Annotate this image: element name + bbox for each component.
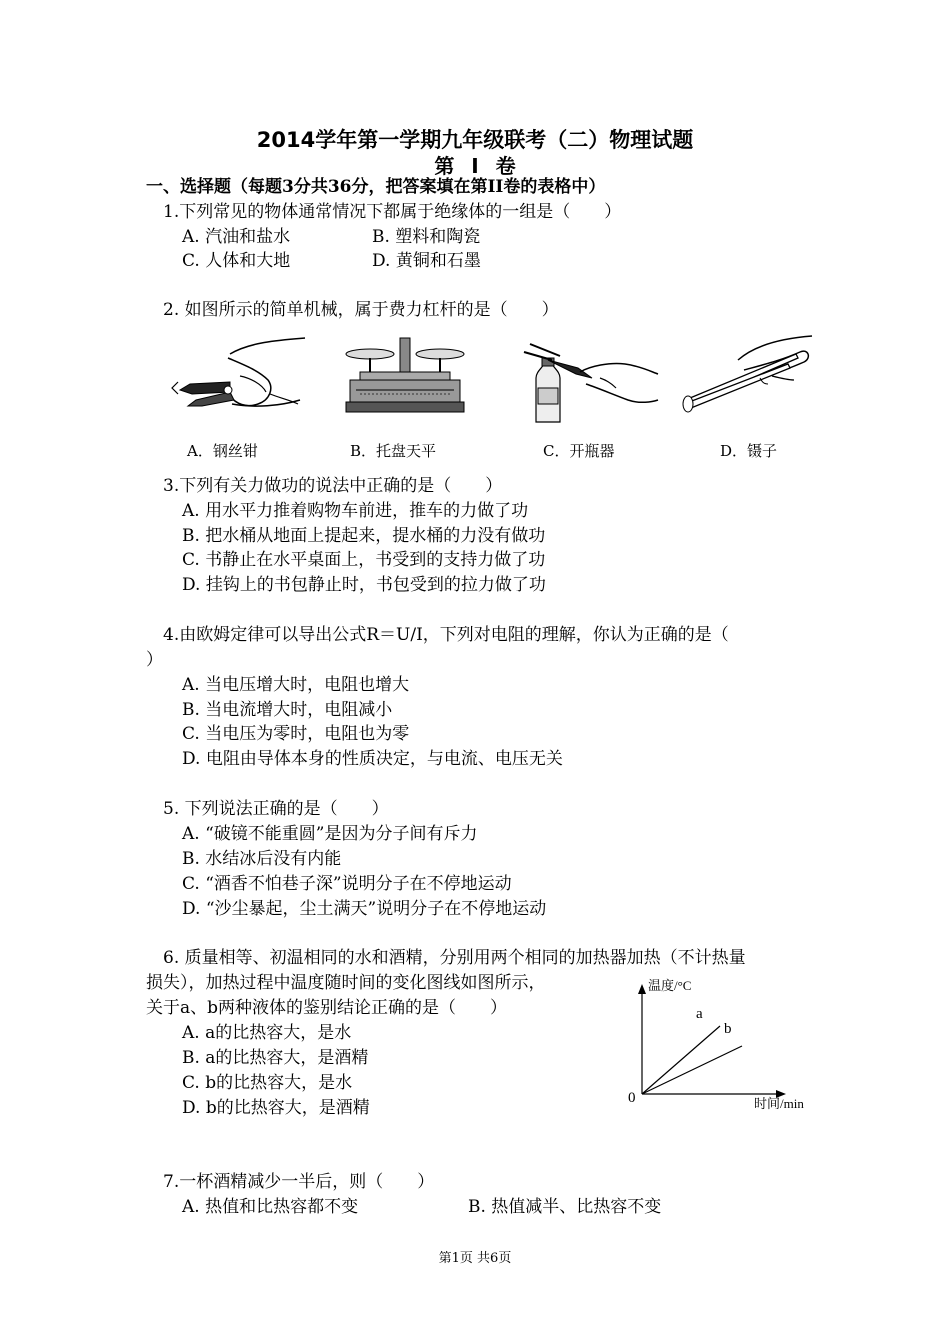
question-3-stem: 3.下列有关力做功的说法中正确的是（ ）	[163, 476, 503, 496]
graph-label-b: b	[724, 1021, 732, 1037]
graph-x-label: 时间/min	[754, 1096, 804, 1111]
question-4-stem-continued: ）	[146, 650, 163, 670]
question-4-stem: 4.由欧姆定律可以导出公式R＝U/I，下列对电阻的理解，你认为正确的是（	[163, 625, 729, 645]
pliers-icon	[170, 334, 310, 418]
question-5-option-b: B. 水结冰后没有内能	[182, 849, 342, 869]
tweezers-icon	[676, 334, 816, 414]
question-6-stem: 6. 质量相等、初温相同的水和酒精，分别用两个相同的加热器加热（不计热量	[163, 948, 746, 968]
question-4-option-c: C. 当电压为零时，电阻也为零	[182, 724, 410, 744]
volume-label: 第 I 卷	[434, 154, 516, 178]
balance-scale-icon	[340, 332, 470, 418]
graph-label-a: a	[696, 1006, 703, 1022]
question-5-option-c: C. “酒香不怕巷子深”说明分子在不停地运动	[182, 874, 512, 894]
question-6-option-d: D. b的比热容大，是酒精	[182, 1098, 370, 1118]
question-3-option-d: D. 挂钩上的书包静止时，书包受到的拉力做了功	[182, 575, 546, 595]
graph-origin: 0	[628, 1090, 636, 1106]
question-6-option-b: B. a的比热容大，是酒精	[182, 1048, 369, 1068]
temperature-time-graph	[620, 976, 820, 1116]
figure-caption-d: D．镊子	[720, 442, 778, 460]
figure-caption-a: A．钢丝钳	[187, 442, 258, 460]
question-6-option-a: A. a的比热容大，是水	[182, 1023, 352, 1043]
question-6-stem-line2: 损失），加热过程中温度随时间的变化图线如图所示，	[146, 973, 546, 993]
question-3-option-a: A. 用水平力推着购物车前进，推车的力做了功	[182, 501, 529, 521]
question-1-option-b: B. 塑料和陶瓷	[372, 227, 481, 247]
bottle-opener-icon	[520, 338, 660, 424]
page-footer: 第1页 共6页	[438, 1251, 512, 1266]
question-4-option-d: D. 电阻由导体本身的性质决定，与电流、电压无关	[182, 749, 563, 769]
question-5-stem: 5. 下列说法正确的是（ ）	[163, 799, 389, 819]
question-1-option-d: D. 黄铜和石墨	[372, 251, 481, 271]
graph-line-b	[642, 1046, 742, 1094]
question-6-option-c: C. b的比热容大，是水	[182, 1073, 353, 1093]
question-1-stem: 1.下列常见的物体通常情况下都属于绝缘体的一组是（ ）	[163, 202, 622, 222]
graph-line-a	[642, 1026, 720, 1094]
graph-y-label: 温度/°C	[648, 978, 692, 993]
question-7-option-a: A. 热值和比热容都不变	[182, 1197, 359, 1217]
section-heading: 一、选择题（每题3分共36分，把答案填在第II卷的表格中）	[146, 177, 606, 197]
question-4-option-a: A. 当电压增大时，电阻也增大	[182, 675, 410, 695]
question-4-option-b: B. 当电流增大时，电阻减小	[182, 700, 393, 720]
question-6-stem-line3: 关于a、b两种液体的鉴别结论正确的是（ ）	[146, 998, 508, 1018]
question-1-option-c: C. 人体和大地	[182, 251, 291, 271]
question-2-stem: 2. 如图所示的简单机械，属于费力杠杆的是（ ）	[163, 300, 559, 320]
question-7-option-b: B. 热值减半、比热容不变	[468, 1197, 662, 1217]
question-5-option-d: D. “沙尘暴起，尘土满天”说明分子在不停地运动	[182, 899, 547, 919]
figure-caption-c: C．开瓶器	[543, 442, 615, 460]
question-3-option-c: C. 书静止在水平桌面上，书受到的支持力做了功	[182, 550, 546, 570]
question-1-option-a: A. 汽油和盐水	[182, 227, 291, 247]
question-5-option-a: A. “破镜不能重圆”是因为分子间有斥力	[182, 824, 478, 844]
paper-title: 2014学年第一学期九年级联考（二）物理试题	[256, 128, 694, 152]
figure-caption-b: B．托盘天平	[350, 442, 437, 460]
question-3-option-b: B. 把水桶从地面上提起来，提水桶的力没有做功	[182, 526, 546, 546]
question-7-stem: 7.一杯酒精减少一半后，则（ ）	[163, 1172, 435, 1192]
